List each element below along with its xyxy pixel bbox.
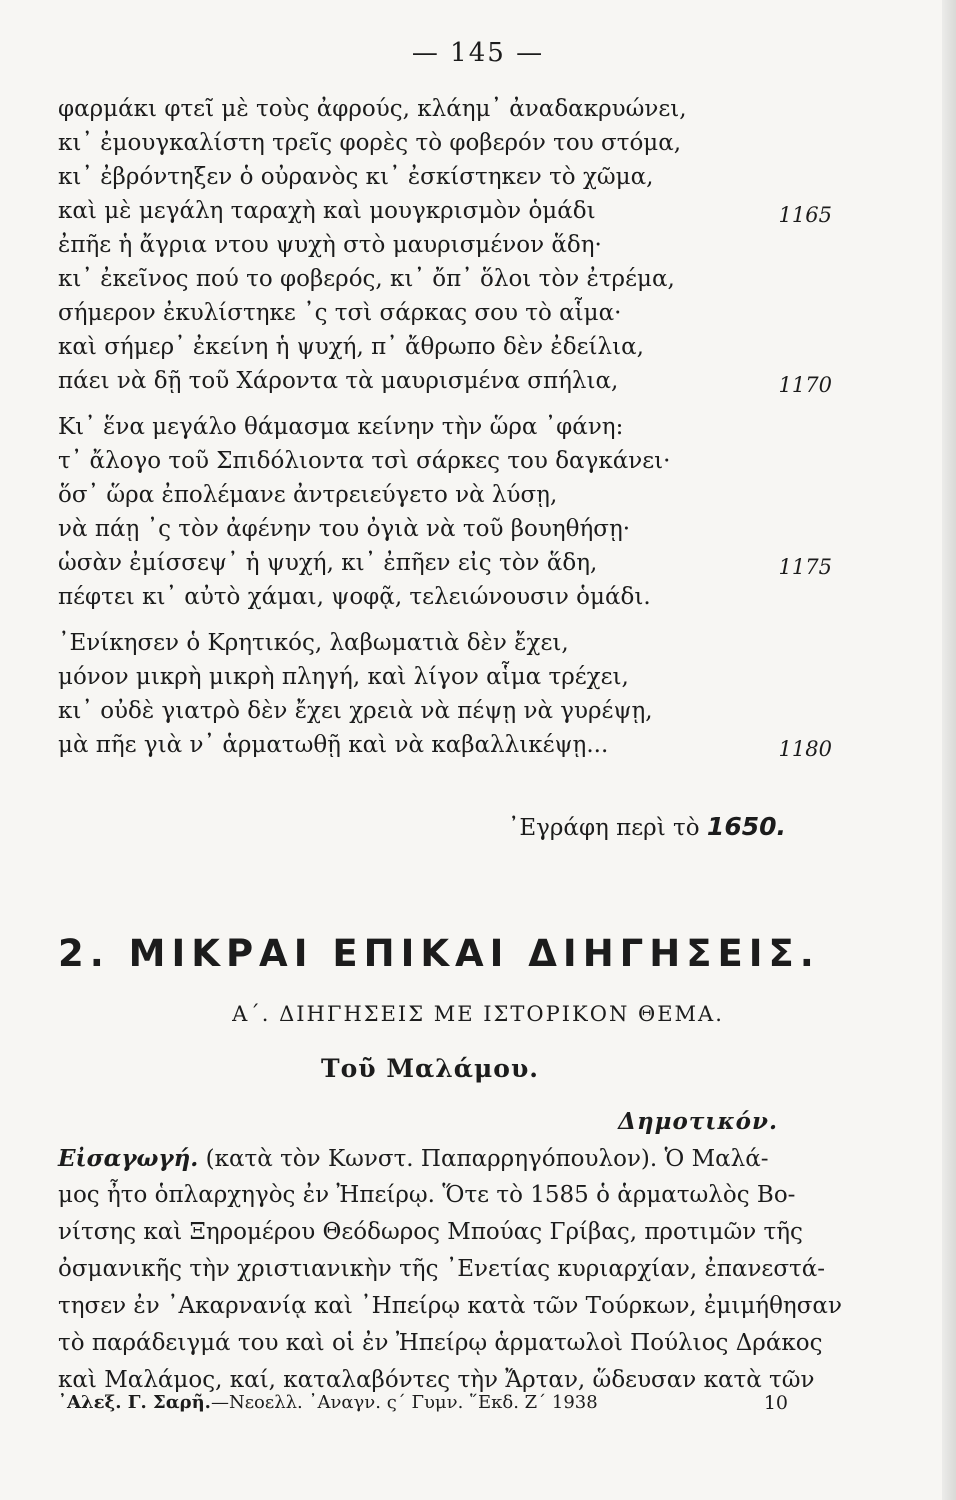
verse-line: κι᾿ ἐβρόντηξεν ὁ οὐρανὸς κι᾿ ἐσκίστηκεν τὸ χῶμα, xyxy=(58,164,654,190)
subsection-heading: Α΄. ΔΙΗΓΗΣΕΙΣ ΜΕ ΙΣΤΟΡΙΚΟΝ ΘΕΜΑ. xyxy=(232,1002,724,1026)
prose-line: νίτσης καὶ Ξηρομέρου Θεόδωρος Μπούας Γρίβας, προτιμῶν τῆς xyxy=(58,1219,803,1245)
verse-line: ὡσὰν ἐμίσσεψ᾿ ἡ ψυχή, κι᾿ ἐπῆεν εἰς τὸν ἅδη, 1175 xyxy=(58,546,828,580)
section-heading: 2. ΜΙΚΡΑΙ ΕΠΙΚΑΙ ΔΙΗΓΗΣΕΙΣ. xyxy=(58,932,820,975)
intro-label: Εἰσαγωγή. xyxy=(58,1145,199,1172)
verse-line: σήμερον ἐκυλίστηκε ᾿ς τσὶ σάρκας σου τὸ αἷμα· xyxy=(58,300,622,326)
verse-line: νὰ πάῃ ᾿ς τὸν ἀφένην του ὀγιὰ νὰ τοῦ βουηθήσῃ· xyxy=(58,516,631,542)
verse-line: κι᾿ οὐδὲ γιατρὸ δὲν ἔχει χρειὰ νὰ πέψῃ νὰ γυρέψῃ, xyxy=(58,698,653,724)
prose-line: τὸ παράδειγμά του καὶ οἱ ἐν Ἠπείρῳ ἁρματωλοὶ Πούλιος Δράκος xyxy=(58,1330,823,1356)
verse-line: μόνον μικρὴ μικρὴ πληγή, καὶ λίγον αἷμα τρέχει, xyxy=(58,664,629,690)
verse-line: πέφτει κι᾿ αὐτὸ χάμαι, ψοφᾷ, τελειώνουσιν ὁμάδι. xyxy=(58,584,651,610)
verse-line: πάει νὰ δῇ τοῦ Χάροντα τὰ μαυρισμένα σπήλια, 1170 xyxy=(58,364,828,398)
prose-line: καὶ Μαλάμος, καί, καταλαβόντες τὴν Ἄρταν, ὥδευσαν κατὰ τῶν xyxy=(58,1367,815,1393)
verse-line: φαρμάκι φτεῖ μὲ τοὺς ἀφρούς, κλάημ᾿ ἀναδακρυώνει, xyxy=(58,96,687,122)
verse-line: τ᾿ ἄλογο τοῦ Σπιδόλιοντα τσὶ σάρκες του δαγκάνει· xyxy=(58,448,671,474)
footer-edition: —Νεοελλ. ᾿Αναγν. ς΄ Γυμν. ῞Εκδ. Ζ΄ 1938 xyxy=(210,1392,598,1413)
verse-number: 1180 xyxy=(778,737,832,761)
prose-line: τησεν ἐν ᾿Ακαρνανίᾳ καὶ ᾿Ηπείρῳ κατὰ τῶν Τούρκων, ἐμιμήθησαν xyxy=(58,1293,842,1319)
prose-line: Εἰσαγωγή. (κατὰ τὸν Κωνστ. Παπαρρηγόπουλον). Ὁ Μαλά- xyxy=(58,1145,769,1172)
verse-line: καὶ μὲ μεγάλη ταραχὴ καὶ μουγκρισμὸν ὁμάδι 1165 xyxy=(58,194,828,228)
verse-line: μὰ πῆε γιὰ ν᾿ ἁρματωθῇ καὶ νὰ καβαλλικέψῃ... 1180 xyxy=(58,728,828,762)
verse-block xyxy=(58,92,832,762)
verse-line: ἐπῆε ἡ ἄγρια ντου ψυχὴ στὸ μαυρισμένον ἅδη· xyxy=(58,232,602,258)
verse-line: κι᾿ ἐμουγκαλίστη τρεῖς φορὲς τὸ φοβερόν του στόμα, xyxy=(58,130,682,156)
poem-title: Τοῦ Μαλάμου. xyxy=(320,1054,540,1083)
page-number: — 145 — xyxy=(411,38,545,68)
page-edge-shadow xyxy=(942,0,956,1500)
prose-line: ὀσμανικῆς τὴν χριστιανικὴν τῆς ᾿Ενετίας κυριαρχίαν, ἐπανεστά- xyxy=(58,1256,826,1282)
verse-number: 1170 xyxy=(778,373,832,397)
verse-line: ᾿Ενίκησεν ὁ Κρητικός, λαβωματιὰ δὲν ἔχει, xyxy=(58,630,569,656)
verse-line: κι᾿ ἐκεῖνος πού το φοβερός, κι᾿ ὄπ᾿ ὅλοι τὸν ἐτρέμα, xyxy=(58,266,675,292)
introduction-paragraph xyxy=(58,1140,842,1399)
footer-author: ᾿Αλεξ. Γ. Σαρῆ. xyxy=(58,1392,211,1413)
verse-line: Κι᾿ ἕνα μεγάλο θάμασμα κείνην τὴν ὥρα ᾿φάνη: xyxy=(58,414,624,440)
verse-number: 1175 xyxy=(778,555,832,579)
footer-signature: 10 xyxy=(763,1392,788,1414)
verse-line: ὅσ᾿ ὥρα ἐπολέμανε ἀντρειεύγετο νὰ λύσῃ, xyxy=(58,482,558,508)
genre-label: Δημοτικόν. xyxy=(618,1108,778,1135)
page-footer xyxy=(58,1392,788,1413)
verse-number: 1165 xyxy=(778,203,832,227)
prose-line: μος ἦτο ὁπλαρχηγὸς ἐν Ἠπείρῳ. Ὅτε τὸ 1585 ὁ ἁρματωλὸς Βο- xyxy=(58,1182,796,1208)
composition-date: ᾿Εγράφη περὶ τὸ 1650. xyxy=(507,812,786,841)
verse-line: καὶ σήμερ᾿ ἐκείνη ἡ ψυχή, π᾿ ἄθρωπο δὲν ἐδείλια, xyxy=(58,334,644,360)
